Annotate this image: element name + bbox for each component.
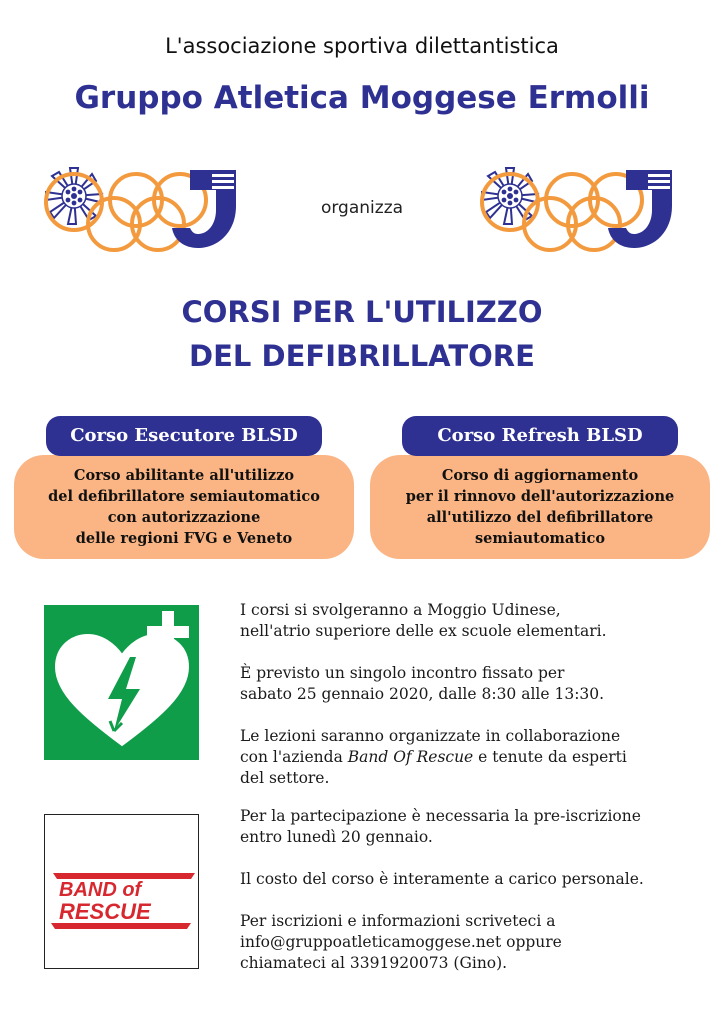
text-fragment: e tenute da esperti: [473, 748, 627, 766]
info-text: [240, 600, 710, 995]
text-line: I corsi si svolgeranno a Moggio Udinese,: [240, 601, 561, 619]
headline-line-1: CORSI PER L'UTILIZZO: [181, 295, 543, 329]
edelweiss-icon: [482, 168, 538, 224]
info-registration: [240, 806, 710, 848]
description-line: per il rinnovo dell'autorizzazione: [405, 488, 675, 505]
description-line: con autorizzazione: [107, 509, 261, 526]
rescue-logo-line-2: RESCUE: [59, 899, 151, 924]
text-line: È previsto un singolo incontro fissato per: [240, 664, 565, 682]
text-line: entro lunedì 20 gennaio.: [240, 828, 433, 846]
info-cost: [240, 869, 710, 890]
aed-heart-icon: [44, 605, 199, 760]
text-line: [240, 747, 710, 768]
company-name: Band Of Rescue: [347, 748, 474, 766]
text-fragment: con l'azienda: [240, 748, 348, 766]
description-line: all'utilizzo del defibrillatore: [426, 509, 654, 526]
course-headline: [0, 290, 724, 378]
intro-text: L'associazione sportiva dilettantistica: [165, 34, 559, 58]
description-line: Corso abilitante all'utilizzo: [73, 467, 295, 484]
info-contact: [240, 911, 710, 974]
aed-sign: [44, 605, 199, 760]
info-date: [240, 663, 710, 705]
contact-email[interactable]: info@gruppoatleticamoggese.net oppure: [240, 933, 562, 951]
club-logo-left: [40, 162, 236, 258]
text-line: nell'atrio superiore delle ex scuole elementari.: [240, 622, 607, 640]
club-logo-right: [476, 162, 672, 258]
text-line: sabato 25 gennaio 2020, dalle 8:30 alle 13:30.: [240, 685, 605, 703]
description-line: semiautomatico: [475, 530, 605, 547]
rescue-logo-icon: [45, 815, 198, 968]
info-location: [240, 600, 710, 642]
text-line: del settore.: [240, 769, 330, 787]
course-description-refresh: [370, 455, 710, 559]
band-of-rescue-logo: [44, 814, 199, 969]
text-line: Le lezioni saranno organizzate in collaborazione: [240, 727, 621, 745]
text-line: Il costo del corso è interamente a carico personale.: [240, 870, 644, 888]
text-line: Per la partecipazione è necessaria la pre-iscrizione: [240, 807, 641, 825]
course-description-esecutore: [14, 455, 354, 559]
description-line: delle regioni FVG e Veneto: [75, 530, 293, 547]
contact-phone[interactable]: chiamateci al 3391920073 (Gino).: [240, 954, 508, 972]
organizza-text: organizza: [320, 198, 404, 218]
edelweiss-icon: [46, 168, 102, 224]
club-name: Gruppo Atletica Moggese Ermolli: [74, 80, 650, 116]
headline-line-2: DEL DEFIBRILLATORE: [189, 339, 535, 373]
text-line: Per iscrizioni e informazioni scriveteci a: [240, 912, 556, 930]
rescue-logo-line-1: BAND of: [59, 879, 142, 901]
info-collaboration: [240, 726, 710, 789]
description-line: del defibrillatore semiautomatico: [48, 488, 320, 505]
course-title-esecutore: Corso Esecutore BLSD: [46, 416, 322, 456]
course-title-refresh: Corso Refresh BLSD: [402, 416, 678, 456]
description-line: Corso di aggiornamento: [441, 467, 639, 484]
